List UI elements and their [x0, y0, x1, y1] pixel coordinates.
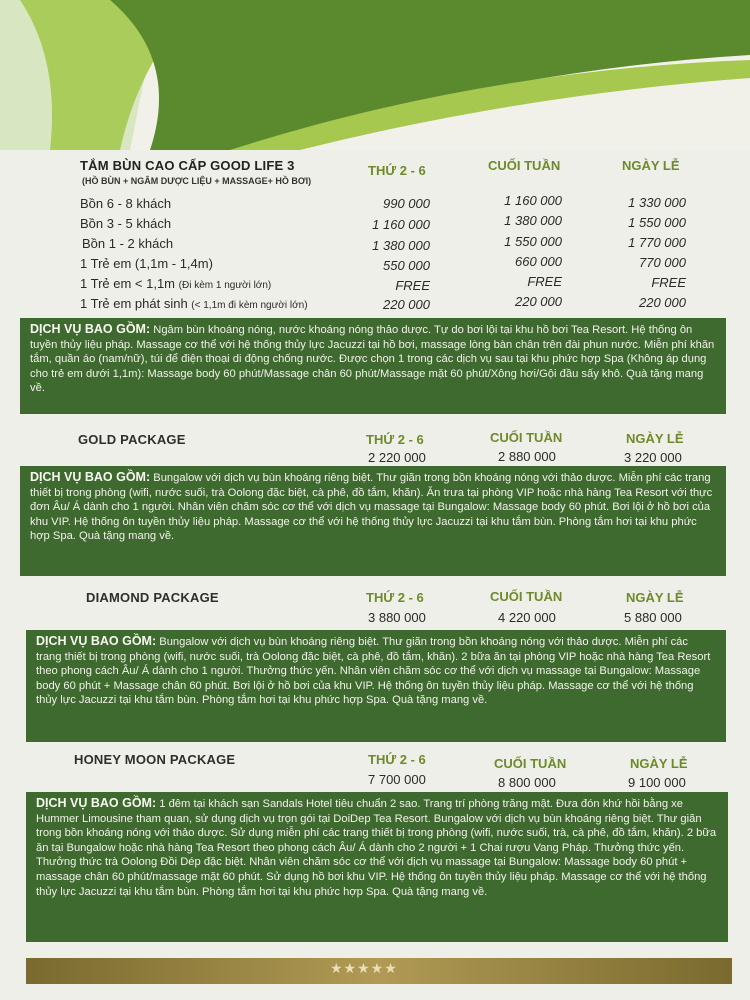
table-row-label: 1 Trẻ em phát sinh (< 1,1m đi kèm người lớn)	[80, 296, 308, 311]
col-weekday: THỨ 2 - 6	[366, 432, 424, 447]
diamond-price-holiday: 5 880 000	[624, 610, 682, 625]
honeymoon-price-weekend: 8 800 000	[498, 775, 556, 790]
diamond-services-box	[26, 630, 726, 742]
price-weekend: 1 160 000	[504, 193, 562, 208]
gold-package-title: GOLD PACKAGE	[78, 432, 186, 447]
honeymoon-package-title: HONEY MOON PACKAGE	[74, 752, 236, 767]
header-decoration	[0, 0, 750, 150]
services-lead: DỊCH VỤ BAO GỒM:	[36, 634, 157, 648]
price-holiday: 1 770 000	[628, 235, 686, 250]
diamond-package-title: DIAMOND PACKAGE	[86, 590, 219, 605]
honeymoon-price-holiday: 9 100 000	[628, 775, 686, 790]
table-row-label: Bồn 6 - 8 khách	[80, 196, 172, 211]
services-text: Ngâm bùn khoáng nóng, nước khoáng nóng thảo dược. Tự do bơi lội tại khu hồ bơi Tea Resort. Hệ thống ôn tuyền thủy liệu pháp. Massage cơ thể với hệ thống thủy lực Jacuzzi tại hồ bơi, massage lòng bàn chân trên đài phun nước. Miễn phí khăn tắm, quần áo (nam/nữ), túi để điện thoại di động chống nước. Được chọn 1 trong các dịch vụ sau tại khu phức hợp Spa (Không áp dụng cho trẻ em dưới 1,1m): Massage body 60 phút/Massage chân 60 phút/Massage mặt 60 phút/Xông hơi/Gội đầu sấy khô. Quà tặng mang về.	[30, 324, 715, 395]
gold-price-weekday: 2 220 000	[368, 450, 426, 465]
services-text: Bungalow với dịch vụ bùn khoáng riêng biệt. Thư giãn trong bồn khoáng nóng với thảo dược. Miễn phí các trang thiết bị trong phòng (wifi, nước suối, trà Oolong đặc biệt, cà phê, đồ tắm, khăn). Ăn trưa tại phòng VIP hoặc nhà hàng Tea Resort với thực đơn Âu/ Á dành cho 1 người. Nhân viên chăm sóc cơ thể với dịch vụ massage tại Bungalow: Massage body 60 phút. Bơi lội ở hồ bơi của khu VIP. Hệ thống ôn tuyền thủy liệu pháp. Massage cơ thể với hệ thống thủy lực Jacuzzi tại khu tắm bùn. Phòng tắm hơi tại khu phức hợp Spa. Quà tặng mang về.	[30, 472, 713, 543]
col-weekday: THỨ 2 - 6	[368, 752, 426, 767]
col-holiday: NGÀY LỄ	[626, 431, 684, 446]
price-holiday: 1 550 000	[628, 215, 686, 230]
honeymoon-services-box	[26, 792, 728, 942]
gold-price-weekend: 2 880 000	[498, 449, 556, 464]
price-weekend: 1 380 000	[504, 213, 562, 228]
table-row-label: 1 Trẻ em < 1,1m (Đi kèm 1 người lớn)	[80, 276, 272, 291]
price-holiday: 770 000	[639, 255, 686, 270]
price-weekday: 550 000	[383, 258, 430, 273]
col-weekend: CUỐI TUẦN	[490, 430, 563, 445]
col-weekday: THỨ 2 - 6	[366, 590, 424, 605]
gold-services-box	[20, 466, 726, 576]
services-lead: DỊCH VỤ BAO GỒM:	[30, 322, 151, 336]
services-text: Bungalow với dịch vụ bùn khoáng riêng biệt. Thư giãn trong bồn khoáng nóng với thảo dược. Miễn phí các trang thiết bị trong phòng (wifi, nước suối, trà Oolong đặc biệt, cà phê, đồ tắm, khăn). 2 bữa ăn tại phòng VIP hoặc nhà hàng Tea Resort theo phong cách Âu/ Á dành cho 1 người. Thưởng thức yến. Nhân viên chăm sóc cơ thể với dịch vụ massage tại Bungalow: Massage body 60 phút + Massage chân 60 phút. Bơi lội ở hồ bơi của khu VIP. Hệ thống ôn tuyền thủy liệu pháp. Massage cơ thể với hệ thống thủy lực Jacuzzi tại khu tắm bùn. Phòng tắm hơi tại khu phức hợp Spa. Quà tặng mang về.	[36, 636, 711, 707]
services-lead: DỊCH VỤ BAO GỒM:	[36, 796, 157, 810]
col-holiday: NGÀY LỄ	[630, 756, 688, 771]
mud-bath-subtitle: (HỒ BÙN + NGÂM DƯỢC LIỆU + MASSAGE+ HỒ BƠI)	[82, 176, 312, 186]
services-text: 1 đêm tại khách sạn Sandals Hotel tiêu chuẩn 2 sao. Trang trí phòng trăng mật. Đưa đón khứ hồi bằng xe Hummer Limousine tham quan, sử dụng dịch vụ trọn gói tại DoiDep Tea Resort. Bungalow với dịch vụ bùn khoáng riêng biệt. Thư giãn trong bồn khoáng nóng với thảo dược. Sử dụng miễn phí các trang thiết bị trong phòng (wifi, nước suối, trà, cà phê, đồ tắm, khăn). 2 bữa ăn tại Bungalow hoặc nhà hàng Tea Resort theo phong cách Âu/ Á dành cho 2 người + 1 Chai rượu Vang Pháp. Thưởng thức yến. Thưởng thức trà Oolong Đồi Dép đặc biệt. Nhân viên chăm sóc cơ thể với dịch vụ massage tại Bungalow: Massage body 60 phút + massage chân 60 phút/massage mặt 60 phút. Sử dụng hồ bơi khu VIP. Hệ thống ôn tuyền thủy liệu pháp. Massage cơ thể với hệ thống thủy lực Jacuzzi tại khu tắm bùn. Phòng tắm hơi tại khu phức hợp Spa. Quà tặng mang về.	[36, 798, 717, 898]
price-weekday: 990 000	[383, 196, 430, 211]
honeymoon-price-weekday: 7 700 000	[368, 772, 426, 787]
services-lead: DỊCH VỤ BAO GỒM:	[30, 470, 151, 484]
table-row-label: 1 Trẻ em (1,1m - 1,4m)	[80, 256, 213, 271]
price-weekday: 1 380 000	[372, 238, 430, 253]
col-holiday: NGÀY LỄ	[622, 158, 680, 173]
table-row-label: Bồn 1 - 2 khách	[82, 236, 174, 251]
col-weekend: CUỐI TUẦN	[488, 158, 561, 173]
mud-bath-title: TẮM BÙN CAO CẤP GOOD LIFE 3	[80, 158, 295, 173]
col-weekend: CUỐI TUẦN	[490, 589, 563, 604]
price-weekday: FREE	[395, 278, 430, 293]
price-weekend: 220 000	[515, 294, 562, 309]
price-holiday: 220 000	[639, 295, 686, 310]
footer-stars: ★★★★★	[330, 960, 398, 976]
price-holiday: 1 330 000	[628, 195, 686, 210]
price-holiday: FREE	[651, 275, 686, 290]
gold-price-holiday: 3 220 000	[624, 450, 682, 465]
price-weekend: 1 550 000	[504, 234, 562, 249]
col-weekend: CUỐI TUẦN	[494, 756, 567, 771]
mud-bath-services-box	[20, 318, 726, 414]
price-weekday: 1 160 000	[372, 217, 430, 232]
diamond-price-weekday: 3 880 000	[368, 610, 426, 625]
price-weekend: 660 000	[515, 254, 562, 269]
col-weekday: THỨ 2 - 6	[368, 163, 426, 178]
col-holiday: NGÀY LỄ	[626, 590, 684, 605]
price-weekday: 220 000	[383, 297, 430, 312]
diamond-price-weekend: 4 220 000	[498, 610, 556, 625]
table-row-label: Bồn 3 - 5 khách	[80, 216, 172, 231]
price-weekend: FREE	[527, 274, 562, 289]
